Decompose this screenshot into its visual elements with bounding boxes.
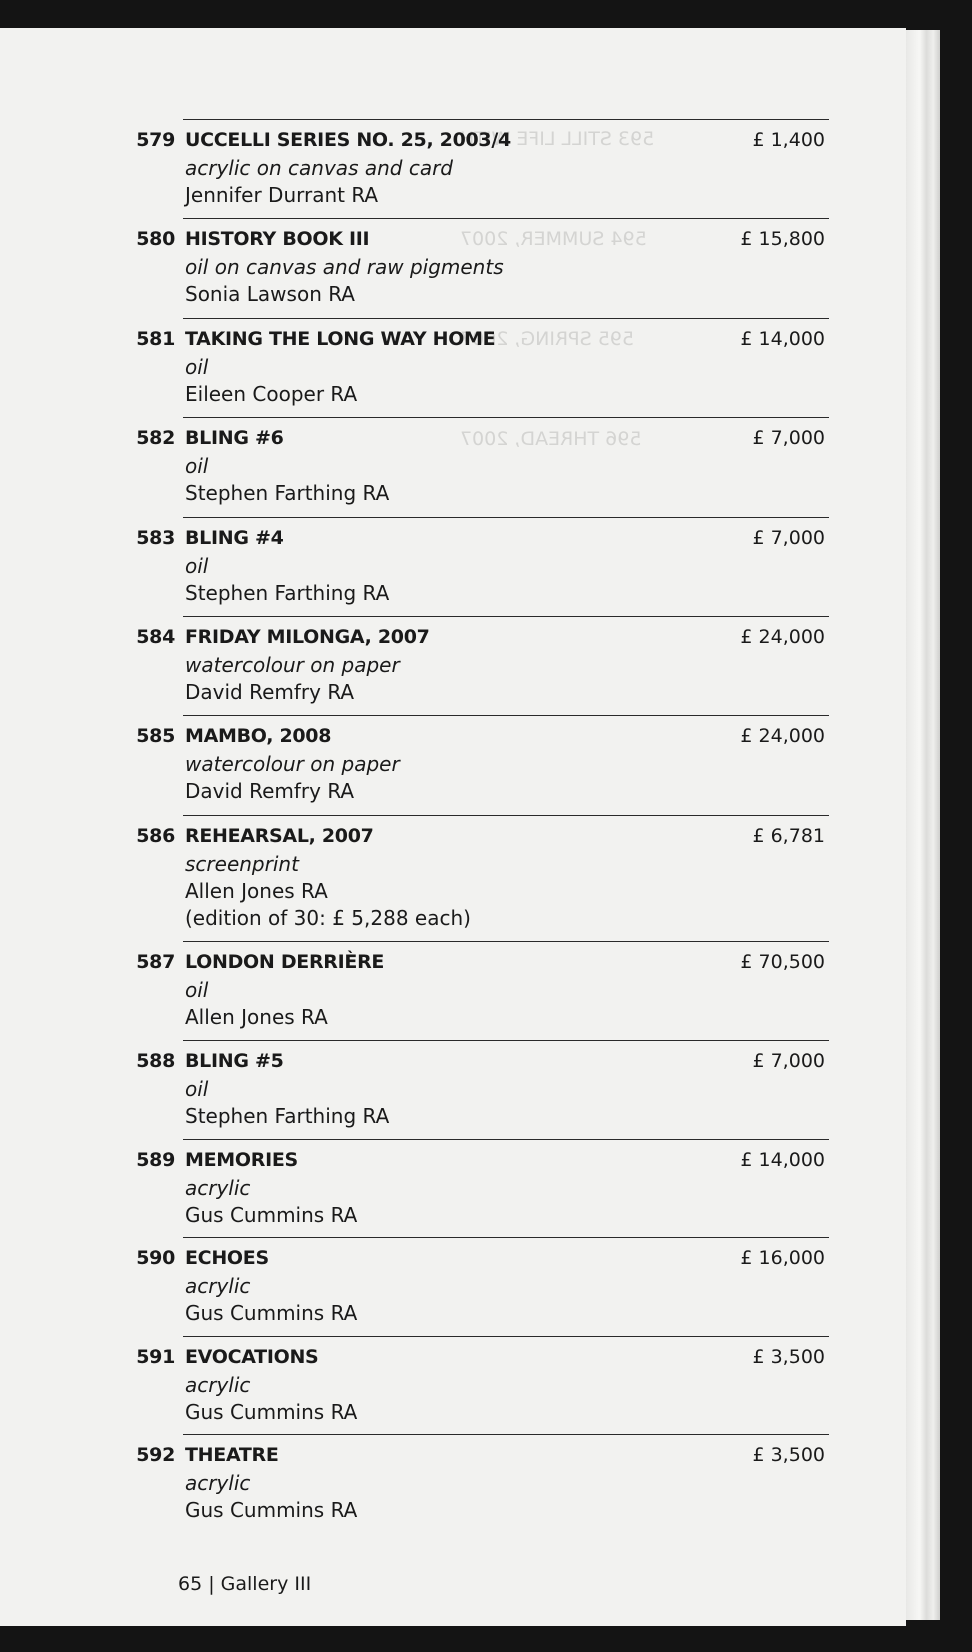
catalogue-page xyxy=(0,28,906,1626)
entry-number: 592 xyxy=(136,1444,175,1466)
entry-number: 585 xyxy=(136,725,175,747)
entry-artist: Sonia Lawson RA xyxy=(185,282,355,306)
entry-price: £ 7,000 xyxy=(752,1050,825,1072)
show-through-text: 593 STILL LIFE WITH xyxy=(460,128,655,150)
entry-artist: Eileen Cooper RA xyxy=(185,382,358,406)
entry-rule xyxy=(183,417,829,418)
entry-medium: oil on canvas and raw pigments xyxy=(185,255,504,279)
entry-artist: David Remfry RA xyxy=(185,779,355,803)
entry-artist: Gus Cummins RA xyxy=(185,1400,358,1424)
show-through-text: 596 THREAD, 2007 xyxy=(460,428,642,450)
entry-number: 581 xyxy=(136,328,175,350)
entry-medium: oil xyxy=(185,978,209,1002)
entry-rule xyxy=(183,941,829,942)
entry-price: £ 7,000 xyxy=(752,427,825,449)
entry-medium: acrylic xyxy=(185,1471,251,1495)
entry-price: £ 16,000 xyxy=(740,1247,825,1269)
entry-medium: screenprint xyxy=(185,852,299,876)
entry-price: £ 14,000 xyxy=(740,1149,825,1171)
entry-medium: acrylic xyxy=(185,1274,251,1298)
entry-rule xyxy=(183,318,829,319)
entry-artist: Jennifer Durrant RA xyxy=(185,183,379,207)
entry-price: £ 14,000 xyxy=(740,328,825,350)
entry-title: UCCELLI SERIES NO. 25, 2003/4 xyxy=(185,129,511,151)
entry-title: HISTORY BOOK III xyxy=(185,228,370,250)
entry-number: 588 xyxy=(136,1050,175,1072)
entry-number: 584 xyxy=(136,626,175,648)
entry-medium: acrylic xyxy=(185,1373,251,1397)
entry-rule xyxy=(183,1139,829,1140)
entry-price: £ 3,500 xyxy=(752,1444,825,1466)
entry-artist: Gus Cummins RA xyxy=(185,1301,358,1325)
entry-medium: acrylic xyxy=(185,1176,251,1200)
entry-medium: oil xyxy=(185,554,209,578)
entry-number: 590 xyxy=(136,1247,175,1269)
show-through-text: 594 SUMMER, 2007 xyxy=(460,228,647,250)
entry-edition: (edition of 30: £ 5,288 each) xyxy=(185,906,471,930)
entry-price: £ 3,500 xyxy=(752,1346,825,1368)
entry-number: 589 xyxy=(136,1149,175,1171)
entry-rule xyxy=(183,1040,829,1041)
entry-price: £ 7,000 xyxy=(752,527,825,549)
entry-rule xyxy=(183,1237,829,1238)
entry-number: 586 xyxy=(136,825,175,847)
entry-title: LONDON DERRIÈRE xyxy=(185,951,385,973)
entry-rule xyxy=(183,815,829,816)
entry-rule xyxy=(183,119,829,120)
entry-rule xyxy=(183,1434,829,1435)
entry-number: 587 xyxy=(136,951,175,973)
entry-price: £ 1,400 xyxy=(752,129,825,151)
entry-number: 591 xyxy=(136,1346,175,1368)
entry-price: £ 24,000 xyxy=(740,626,825,648)
entry-title: BLING #6 xyxy=(185,427,284,449)
entry-title: BLING #4 xyxy=(185,527,284,549)
entry-rule xyxy=(183,616,829,617)
entry-title: EVOCATIONS xyxy=(185,1346,319,1368)
entry-title: REHEARSAL, 2007 xyxy=(185,825,374,847)
entry-artist: Allen Jones RA xyxy=(185,879,328,903)
entry-medium: oil xyxy=(185,355,209,379)
entry-number: 582 xyxy=(136,427,175,449)
entry-number: 583 xyxy=(136,527,175,549)
entry-medium: acrylic on canvas and card xyxy=(185,156,453,180)
entry-artist: David Remfry RA xyxy=(185,680,355,704)
entry-artist: Stephen Farthing RA xyxy=(185,581,390,605)
entry-medium: oil xyxy=(185,454,209,478)
entry-title: MAMBO, 2008 xyxy=(185,725,332,747)
entry-title: BLING #5 xyxy=(185,1050,284,1072)
entry-rule xyxy=(183,1336,829,1337)
entry-artist: Gus Cummins RA xyxy=(185,1203,358,1227)
entry-title: THEATRE xyxy=(185,1444,279,1466)
entry-price: £ 15,800 xyxy=(740,228,825,250)
entry-medium: oil xyxy=(185,1077,209,1101)
show-through-text: 595 SPRING, 2007 xyxy=(460,328,634,350)
entry-title: TAKING THE LONG WAY HOME xyxy=(185,328,496,350)
entry-number: 580 xyxy=(136,228,175,250)
entry-rule xyxy=(183,517,829,518)
entry-medium: watercolour on paper xyxy=(185,752,400,776)
entry-title: FRIDAY MILONGA, 2007 xyxy=(185,626,430,648)
entry-artist: Allen Jones RA xyxy=(185,1005,328,1029)
entry-price: £ 24,000 xyxy=(740,725,825,747)
entry-artist: Gus Cummins RA xyxy=(185,1498,358,1522)
entry-rule xyxy=(183,715,829,716)
entry-price: £ 6,781 xyxy=(752,825,825,847)
page-edge xyxy=(906,30,940,1620)
entry-number: 579 xyxy=(136,129,175,151)
entry-artist: Stephen Farthing RA xyxy=(185,481,390,505)
entry-title: MEMORIES xyxy=(185,1149,298,1171)
entry-medium: watercolour on paper xyxy=(185,653,400,677)
entry-rule xyxy=(183,218,829,219)
entry-artist: Stephen Farthing RA xyxy=(185,1104,390,1128)
page-footer: 65 | Gallery III xyxy=(178,1573,312,1595)
entry-title: ECHOES xyxy=(185,1247,269,1269)
entry-price: £ 70,500 xyxy=(740,951,825,973)
